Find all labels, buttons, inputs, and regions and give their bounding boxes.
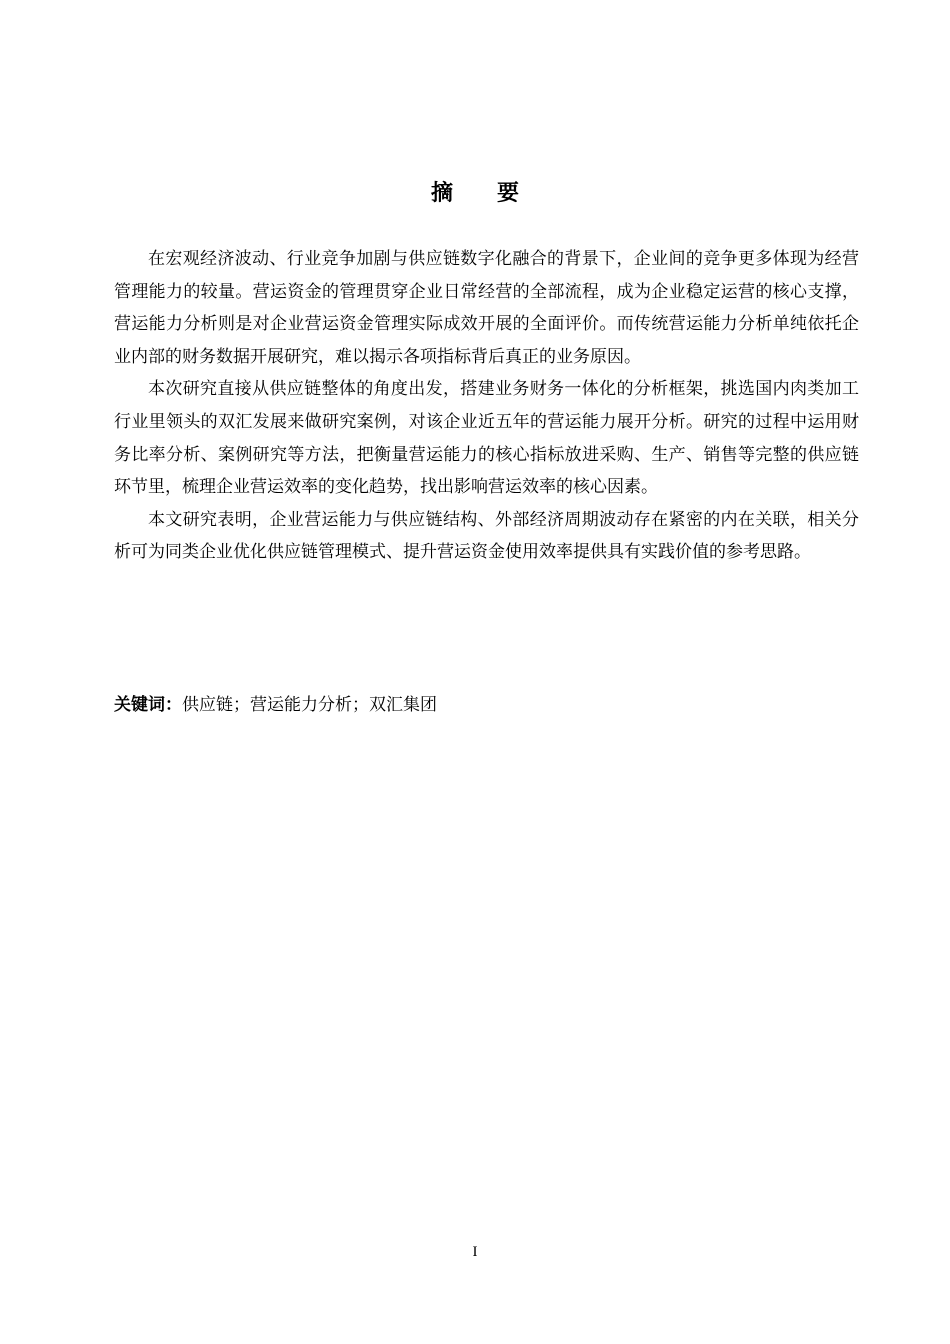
abstract-body xyxy=(114,243,859,569)
page-title xyxy=(0,178,950,210)
abstract-paragraph-3: 本文研究表明，企业营运能力与供应链结构、外部经济周期波动存在紧密的内在关联，相关分析可为同类企业优化供应链管理模式、提升营运资金使用效率提供具有实践价值的参考思路。 xyxy=(114,509,859,563)
keywords-text: 供应链；营运能力分析；双汇集团 xyxy=(182,695,437,715)
abstract-paragraph-2: 本次研究直接从供应链整体的角度出发，搭建业务财务一体化的分析框架，挑选国内肉类加工行业里领头的双汇发展来做研究案例，对该企业近五年的营运能力展开分析。研究的过程中运用财务比率分析、案例研究等方法，把衡量营运能力的核心指标放进采购、生产、销售等完整的供应链环节里，梳理企业营运效率的变化趋势，找出影响营运效率的核心因素。 xyxy=(114,379,859,498)
title-char-1: 摘 xyxy=(430,181,453,206)
keywords-label: 关键词： xyxy=(114,695,182,715)
page-number: I xyxy=(472,1244,478,1260)
keywords xyxy=(114,689,859,721)
title-char-2: 要 xyxy=(497,181,520,206)
abstract-paragraph-1: 在宏观经济波动、行业竞争加剧与供应链数字化融合的背景下，企业间的竞争更多体现为经营管理能力的较量。营运资金的管理贯穿企业日常经营的全部流程，成为企业稳定运营的核心支撑，营运能力分析则是对企业营运资金管理实际成效开展的全面评价。而传统营运能力分析单纯依托企业内部的财务数据开展研究，难以揭示各项指标背后真正的业务原因。 xyxy=(114,249,859,367)
